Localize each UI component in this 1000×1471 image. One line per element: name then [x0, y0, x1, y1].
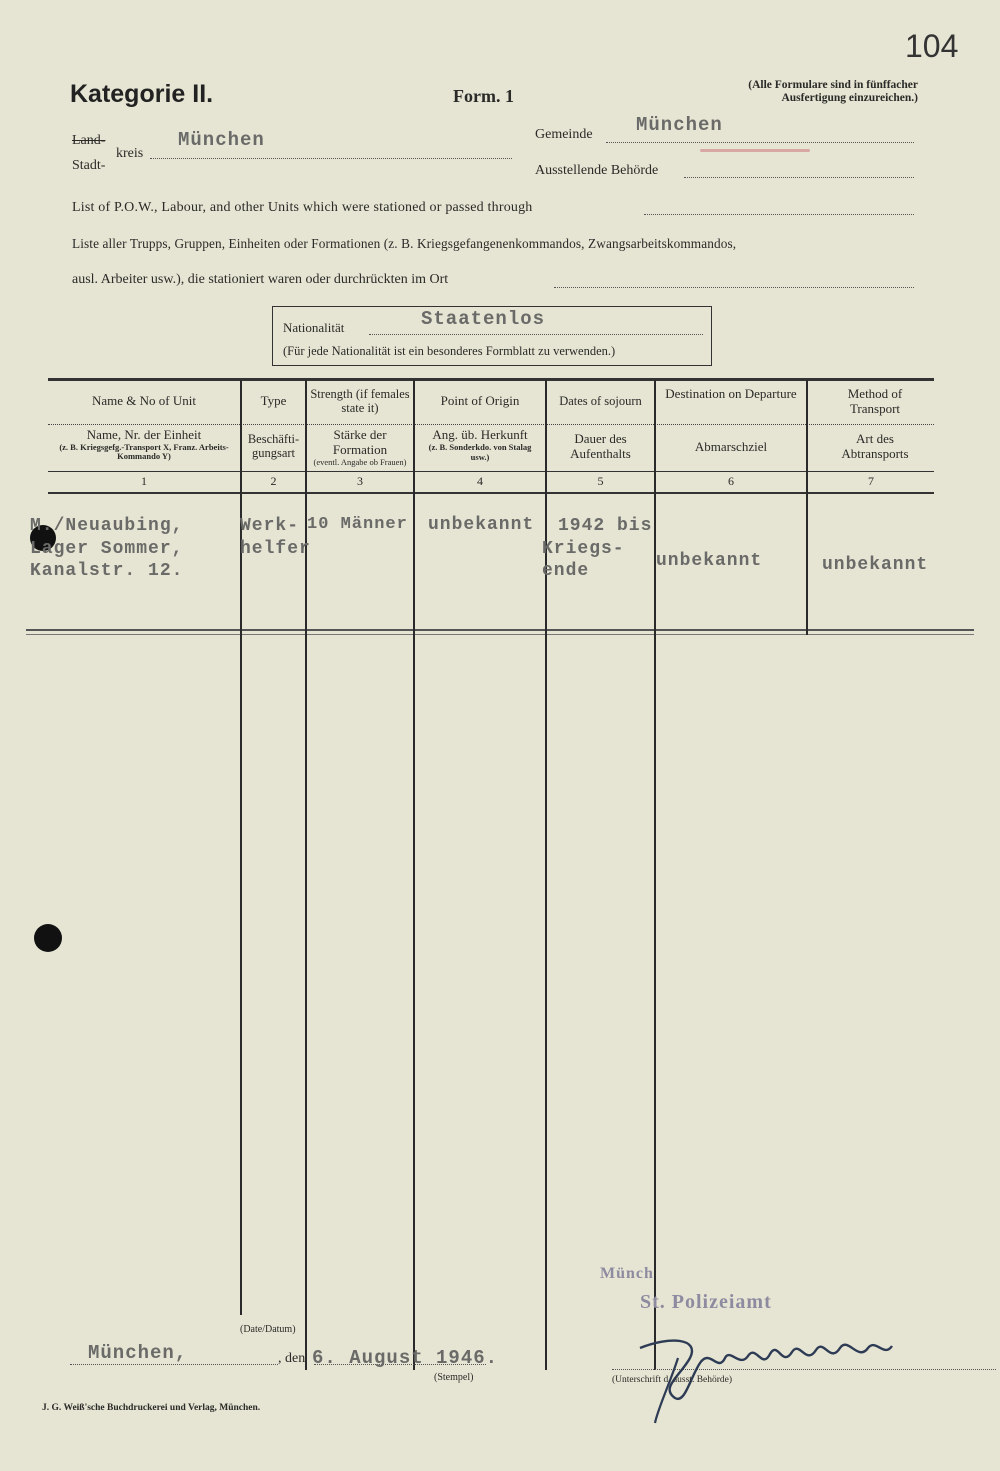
row-name-line3: Kanalstr. 12.	[30, 561, 184, 581]
notice-line2: Ausfertigung einzureichen.)	[781, 92, 918, 105]
row-strength: 10 Männer	[307, 515, 408, 534]
col-1-num: 1	[141, 474, 147, 488]
stadt-label: Stadt-	[72, 158, 106, 173]
row-name-line1: M./Neuaubing,	[30, 516, 184, 536]
handwritten-signature	[630, 1318, 910, 1428]
stempel-label: (Stempel)	[434, 1372, 474, 1383]
table-rule-de	[48, 471, 934, 472]
form-label: Form. 1	[453, 86, 514, 106]
stamp-line2: St. Polizeiamt	[640, 1291, 772, 1313]
table-top-rule	[48, 378, 934, 381]
place-value: München,	[88, 1342, 188, 1364]
col-divider-3	[413, 380, 415, 1370]
nationality-value: Staatenlos	[421, 308, 546, 330]
stamp-line1: Münch	[600, 1265, 654, 1282]
col-1-de-title: Name, Nr. der Einheit	[86, 427, 202, 442]
intro-line3-fill	[554, 273, 914, 288]
col-5-en: Dates of sojourn	[559, 394, 642, 408]
category-title: Kategorie II.	[70, 80, 214, 108]
col-6-num: 6	[728, 474, 734, 488]
row-origin: unbekannt	[428, 515, 535, 535]
col-6-en: Destination on Departure	[665, 386, 797, 401]
date-value: 6. August 1946.	[312, 1347, 499, 1369]
col-7-en: Method of Transport	[847, 386, 903, 416]
table-rule-en	[48, 424, 934, 426]
col-4-num: 4	[477, 474, 483, 488]
col-4-en: Point of Origin	[440, 393, 520, 408]
row-name-line2: Lager Sommer,	[30, 538, 184, 559]
notice-line1: (Alle Formulare sind in fünffacher	[748, 79, 918, 91]
col-7-de: Art des Abtransports	[841, 431, 909, 461]
kreis-label: kreis	[116, 146, 144, 161]
col-divider-6	[806, 380, 808, 635]
kreis-value: München	[178, 129, 265, 151]
col-3-de-title: Stärke der Formation	[332, 427, 388, 457]
row-dates-line2: Kriegs-	[542, 538, 625, 559]
col-3-en: Strength (if females state it)	[310, 387, 410, 416]
landkreis-label: Land-	[72, 133, 106, 148]
col-4-de-note: (z. B. Sonderkdo. von Stalag usw.)	[428, 441, 532, 462]
punch-hole-bottom	[34, 924, 62, 952]
row-dates	[542, 515, 652, 583]
col-divider-5	[654, 380, 656, 1370]
intro-line3: ausl. Arbeiter usw.), die stationiert waren oder durchrückten im Ort	[72, 272, 449, 287]
intro-line1: List of P.O.W., Labour, and other Units which were stationed or passed through	[72, 200, 533, 215]
nationality-label: Nationalität	[283, 320, 345, 335]
col-4-de-title: Ang. üb. Herkunft	[432, 427, 528, 442]
date-label: (Date/Datum)	[240, 1324, 296, 1335]
col-5-num: 5	[597, 474, 604, 488]
nationality-note: (Für jede Nationalität ist ein besonderes Formblatt zu verwenden.)	[283, 344, 616, 358]
col-2-num: 2	[270, 474, 277, 488]
col-1-de	[48, 428, 240, 461]
intro-line2: Liste aller Trupps, Gruppen, Einheiten oder Formationen (z. B. Kriegsgefangenenkommandos, Zwangsarbeitskommandos,	[72, 236, 737, 251]
row-dates-line3: ende	[542, 561, 590, 581]
behoerde-label: Ausstellende Behörde	[535, 163, 659, 178]
col-7-num: 7	[868, 474, 874, 488]
row-type-line2: helfer	[240, 538, 311, 559]
table-row-end-rule	[26, 629, 974, 631]
col-1-de-note: (z. B. Kriegsgefg.-Transport X, Franz. Arbeits-Kommando Y)	[59, 441, 229, 461]
col-3-de	[307, 428, 413, 468]
col-6-de: Abmarschziel	[694, 439, 768, 454]
table-rule-num	[48, 492, 934, 494]
row-dates-line1: 1942 bis	[558, 516, 653, 536]
printer-imprint: J. G. Weiß'sche Buchdruckerei und Verlag, München.	[42, 1403, 261, 1413]
table-row-end-rule2	[26, 634, 974, 635]
col-3-de-note: (eventl. Angabe ob Frauen)	[313, 456, 407, 467]
signatur-label: (Unterschrift d. ausst. Behörde)	[612, 1375, 733, 1385]
gemeinde-value: München	[636, 114, 723, 136]
col-2-de: Beschäfti-gungsart	[247, 432, 300, 461]
col-2-en: Type	[260, 393, 287, 408]
stamp	[600, 1265, 772, 1314]
gemeinde-label: Gemeinde	[535, 127, 593, 142]
page-number: 104	[905, 28, 959, 64]
col-4-de	[415, 428, 545, 462]
notice	[660, 79, 918, 105]
col-3-num: 3	[357, 474, 363, 488]
row-destination: unbekannt	[656, 551, 763, 571]
red-pencil-mark	[700, 149, 810, 152]
intro-line1-fill	[644, 200, 914, 215]
col-1-en: Name & No of Unit	[92, 393, 196, 408]
row-name	[30, 515, 183, 583]
row-type	[240, 515, 311, 560]
row-transport: unbekannt	[822, 555, 929, 575]
row-type-line1: Werk-	[240, 516, 300, 536]
col-5-de: Dauer des Aufenthalts	[570, 431, 631, 461]
den-label: , den	[278, 1351, 306, 1366]
nationality-box	[272, 306, 712, 366]
behoerde-line	[684, 163, 914, 178]
